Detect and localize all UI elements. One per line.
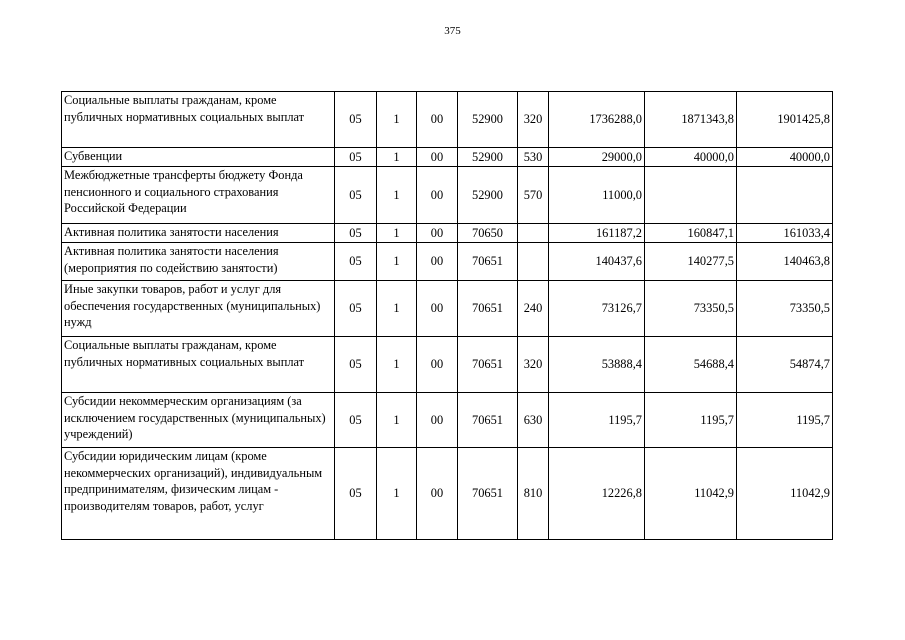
budget-table xyxy=(61,91,833,540)
program-code-cell: 1 xyxy=(377,167,417,224)
article-code-cell: 70651 xyxy=(458,393,518,448)
table-row xyxy=(62,92,833,148)
row-name-cell: Активная политика занятости населения (мероприятия по содействию занятости) xyxy=(62,243,335,281)
amount-2-cell: 73350,5 xyxy=(645,281,737,337)
amount-3-cell: 73350,5 xyxy=(737,281,833,337)
subprogram-code-cell: 00 xyxy=(417,243,458,281)
amount-3-cell: 1195,7 xyxy=(737,393,833,448)
expense-type-cell: 810 xyxy=(518,448,549,540)
section-code-cell: 05 xyxy=(335,224,377,243)
page-number: 375 xyxy=(444,25,461,37)
amount-1-cell: 161187,2 xyxy=(549,224,645,243)
article-code-cell: 52900 xyxy=(458,167,518,224)
row-name-cell: Социальные выплаты гражданам, кроме публичных нормативных социальных выплат xyxy=(62,337,335,393)
table-row xyxy=(62,167,833,224)
amount-1-cell: 53888,4 xyxy=(549,337,645,393)
expense-type-cell: 320 xyxy=(518,337,549,393)
row-name-cell: Субсидии юридическим лицам (кроме некоммерческих организаций), индивидуальным предпринимателям, физическим лицам - производителям товаров, работ, услуг xyxy=(62,448,335,540)
article-code-cell: 70651 xyxy=(458,281,518,337)
amount-1-cell: 29000,0 xyxy=(549,148,645,167)
amount-2-cell: 54688,4 xyxy=(645,337,737,393)
amount-2-cell: 11042,9 xyxy=(645,448,737,540)
section-code-cell: 05 xyxy=(335,92,377,148)
table-row xyxy=(62,224,833,243)
table-row xyxy=(62,448,833,540)
program-code-cell: 1 xyxy=(377,448,417,540)
expense-type-cell xyxy=(518,224,549,243)
table-row xyxy=(62,281,833,337)
subprogram-code-cell: 00 xyxy=(417,167,458,224)
section-code-cell: 05 xyxy=(335,243,377,281)
program-code-cell: 1 xyxy=(377,393,417,448)
expense-type-cell: 320 xyxy=(518,92,549,148)
program-code-cell: 1 xyxy=(377,148,417,167)
amount-3-cell: 161033,4 xyxy=(737,224,833,243)
row-name-cell: Субвенции xyxy=(62,148,335,167)
section-code-cell: 05 xyxy=(335,167,377,224)
table-row xyxy=(62,148,833,167)
amount-2-cell: 40000,0 xyxy=(645,148,737,167)
article-code-cell: 70650 xyxy=(458,224,518,243)
article-code-cell: 52900 xyxy=(458,92,518,148)
article-code-cell: 70651 xyxy=(458,448,518,540)
row-name-cell: Социальные выплаты гражданам, кроме публичных нормативных социальных выплат xyxy=(62,92,335,148)
amount-1-cell: 140437,6 xyxy=(549,243,645,281)
subprogram-code-cell: 00 xyxy=(417,148,458,167)
amount-3-cell: 40000,0 xyxy=(737,148,833,167)
program-code-cell: 1 xyxy=(377,337,417,393)
amount-2-cell: 1871343,8 xyxy=(645,92,737,148)
program-code-cell: 1 xyxy=(377,281,417,337)
program-code-cell: 1 xyxy=(377,243,417,281)
amount-2-cell: 160847,1 xyxy=(645,224,737,243)
table-row xyxy=(62,337,833,393)
amount-3-cell: 54874,7 xyxy=(737,337,833,393)
amount-3-cell: 11042,9 xyxy=(737,448,833,540)
row-name-cell: Активная политика занятости населения xyxy=(62,224,335,243)
article-code-cell: 70651 xyxy=(458,337,518,393)
expense-type-cell: 240 xyxy=(518,281,549,337)
subprogram-code-cell: 00 xyxy=(417,448,458,540)
section-code-cell: 05 xyxy=(335,393,377,448)
amount-2-cell: 140277,5 xyxy=(645,243,737,281)
subprogram-code-cell: 00 xyxy=(417,393,458,448)
amount-3-cell: 140463,8 xyxy=(737,243,833,281)
row-name-cell: Иные закупки товаров, работ и услуг для обеспечения государственных (муниципальных) нужд xyxy=(62,281,335,337)
amount-1-cell: 12226,8 xyxy=(549,448,645,540)
amount-1-cell: 11000,0 xyxy=(549,167,645,224)
section-code-cell: 05 xyxy=(335,281,377,337)
expense-type-cell xyxy=(518,243,549,281)
amount-1-cell: 73126,7 xyxy=(549,281,645,337)
row-name-cell: Субсидии некоммерческим организациям (за исключением государственных (муниципальных) учреждений) xyxy=(62,393,335,448)
amount-2-cell xyxy=(645,167,737,224)
expense-type-cell: 570 xyxy=(518,167,549,224)
section-code-cell: 05 xyxy=(335,337,377,393)
subprogram-code-cell: 00 xyxy=(417,337,458,393)
amount-3-cell xyxy=(737,167,833,224)
article-code-cell: 52900 xyxy=(458,148,518,167)
expense-type-cell: 530 xyxy=(518,148,549,167)
amount-1-cell: 1736288,0 xyxy=(549,92,645,148)
section-code-cell: 05 xyxy=(335,148,377,167)
amount-1-cell: 1195,7 xyxy=(549,393,645,448)
table-row xyxy=(62,243,833,281)
expense-type-cell: 630 xyxy=(518,393,549,448)
amount-2-cell: 1195,7 xyxy=(645,393,737,448)
row-name-cell: Межбюджетные трансферты бюджету Фонда пенсионного и социального страхования Российской Федерации xyxy=(62,167,335,224)
article-code-cell: 70651 xyxy=(458,243,518,281)
program-code-cell: 1 xyxy=(377,92,417,148)
program-code-cell: 1 xyxy=(377,224,417,243)
subprogram-code-cell: 00 xyxy=(417,281,458,337)
subprogram-code-cell: 00 xyxy=(417,92,458,148)
table-row xyxy=(62,393,833,448)
amount-3-cell: 1901425,8 xyxy=(737,92,833,148)
subprogram-code-cell: 00 xyxy=(417,224,458,243)
section-code-cell: 05 xyxy=(335,448,377,540)
